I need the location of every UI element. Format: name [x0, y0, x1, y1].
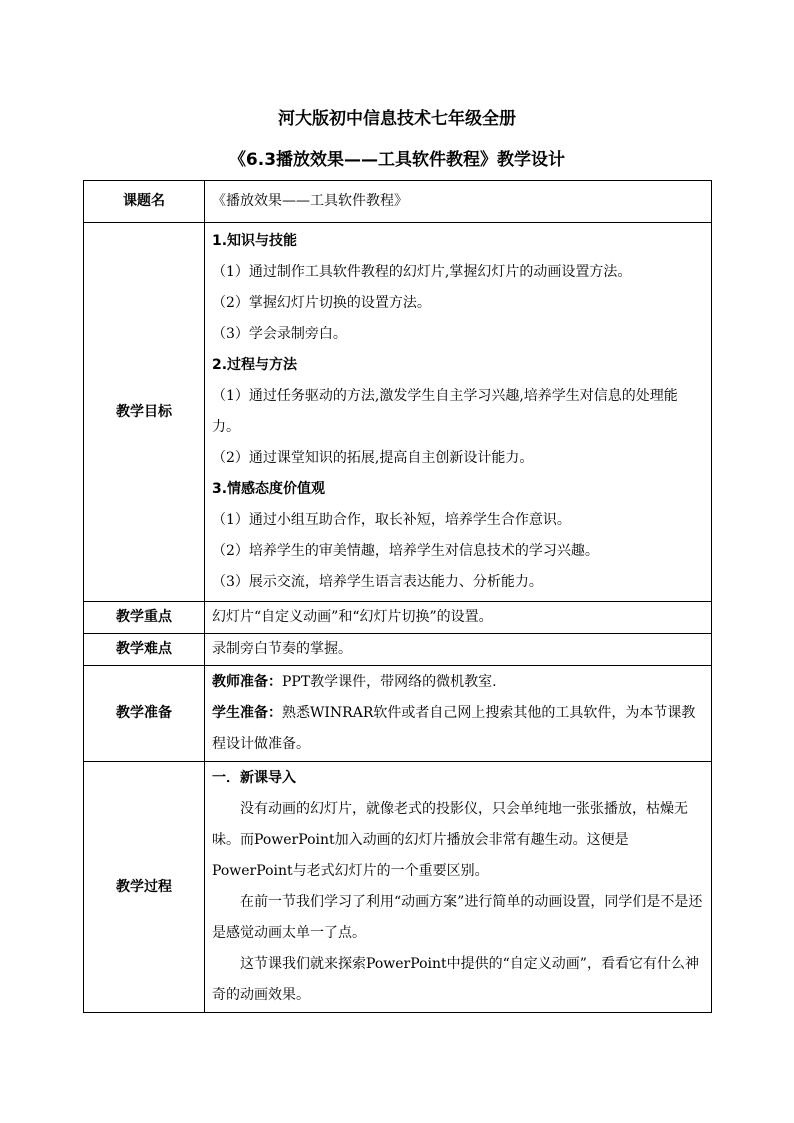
student-prep-value: 熟悉WINRAR软件或者自己网上搜索其他的工具软件，为本节课教程设计做准备。 [212, 705, 696, 752]
difficulty-label: 教学难点 [84, 634, 205, 666]
table-row [84, 762, 712, 1013]
key-point-value: 幻灯片“自定义动画”和“幻灯片切换”的设置。 [205, 602, 712, 634]
teacher-prep-label: 教师准备： [212, 674, 282, 690]
key-point-label: 教学重点 [84, 602, 205, 634]
student-prep-label: 学生准备： [212, 705, 282, 721]
topic-label: 课题名 [84, 181, 205, 223]
topic-value: 《播放效果——工具软件教程》 [205, 181, 712, 223]
goals-heading-attitude: 3.情感态度价值观 [212, 481, 326, 497]
teacher-prep-value: PPT教学课件，带网络的微机教室. [282, 674, 497, 690]
goals-heading-knowledge: 1.知识与技能 [212, 233, 298, 249]
teacher-prep [212, 667, 704, 698]
goals-heading-process: 2.过程与方法 [212, 357, 298, 373]
lesson-plan-table [83, 180, 712, 1013]
table-row [84, 181, 712, 223]
difficulty-value: 录制旁白节奏的掌握。 [205, 634, 712, 666]
process-paragraph: 在前一节我们学习了利用“动画方案”进行简单的动画设置，同学们是不是还是感觉动画太单一了点。 [212, 894, 703, 941]
preparation-label: 教学准备 [84, 666, 205, 762]
goals-cell [205, 223, 712, 602]
process-heading: 一．新课导入 [212, 770, 296, 786]
preparation-cell [205, 666, 712, 762]
table-row [84, 634, 712, 666]
list-item: （2）培养学生的审美情趣，培养学生对信息技术的学习兴趣。 [212, 543, 599, 559]
process-paragraph: 这节课我们就来探索PowerPoint中提供的“自定义动画”，看看它有什么神奇的动画效果。 [212, 956, 699, 1003]
list-item: （3）展示交流，培养学生语言表达能力、分析能力。 [212, 574, 543, 590]
process-paragraph: 没有动画的幻灯片，就像老式的投影仪，只会单纯地一张张播放，枯燥无味。而PowerPoint加入动画的幻灯片播放会非常有趣生动。这便是PowerPoint与老式幻灯片的一个重要区别。 [212, 801, 688, 879]
student-prep [212, 698, 704, 760]
process-cell [205, 762, 712, 1013]
table-row [84, 666, 712, 762]
goals-label: 教学目标 [84, 223, 205, 602]
process-label: 教学过程 [84, 762, 205, 1013]
table-row [84, 223, 712, 602]
document-title: 河大版初中信息技术七年级全册 [278, 109, 516, 129]
list-item: （1）通过制作工具软件教程的幻灯片,掌握幻灯片的动画设置方法。 [212, 264, 632, 280]
table-row [84, 602, 712, 634]
list-item: （1）通过任务驱动的方法,激发学生自主学习兴趣,培养学生对信息的处理能力。 [212, 388, 678, 435]
list-item: （2）掌握幻灯片切换的设置方法。 [212, 295, 431, 311]
list-item: （2）通过课堂知识的拓展,提高自主创新设计能力。 [212, 450, 534, 466]
list-item: （1）通过小组互助合作，取长补短，培养学生合作意识。 [212, 512, 571, 528]
document-subtitle: 《6.3播放效果——工具软件教程》教学设计 [228, 150, 566, 170]
list-item: （3）学会录制旁白。 [212, 326, 347, 342]
